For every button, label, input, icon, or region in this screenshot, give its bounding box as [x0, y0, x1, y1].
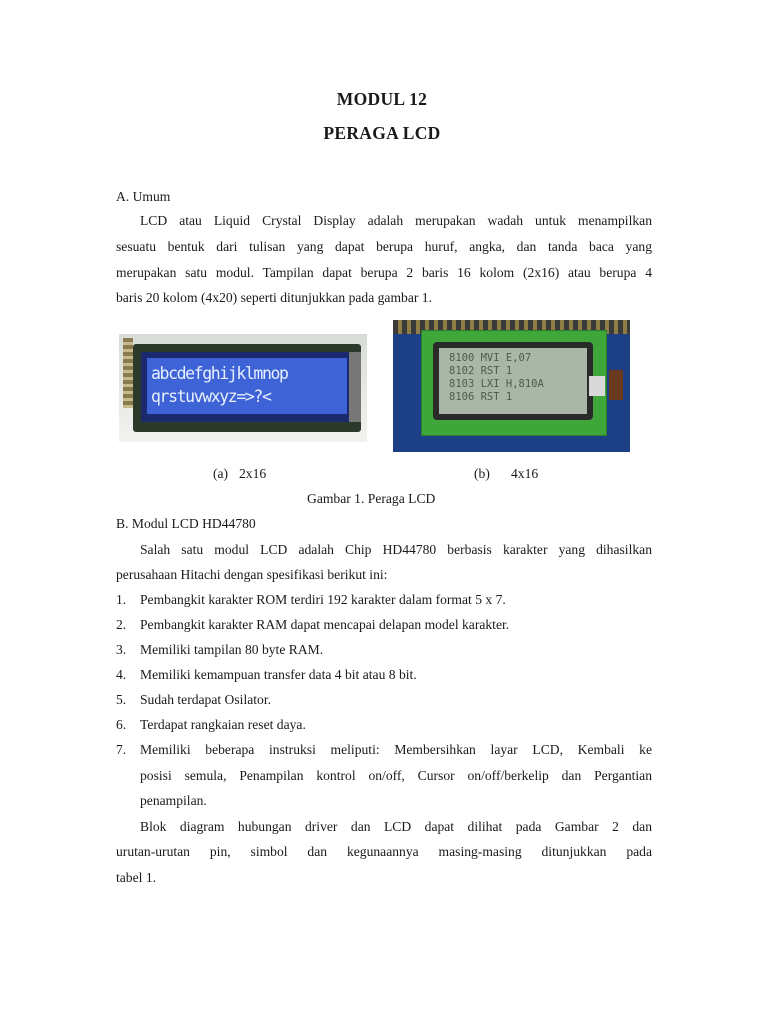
list-number-3: 3. [116, 642, 127, 657]
list-item-4: Memiliki kemampuan transfer data 4 bit atau 8 bit. [140, 667, 417, 682]
lcd-2x16-row-1: abcdefghijklmnop [151, 364, 288, 383]
module-subtitle: PERAGA LCD [323, 123, 441, 143]
list-number-5: 5. [116, 692, 127, 707]
list-item-7-line-1: Memiliki beberapa instruksi meliputi: Membersihkan layar LCD, Kembali ke [140, 742, 652, 757]
lcd-4x16-row-2: 8102 RST 1 [449, 365, 513, 377]
list-item-5: Sudah terdapat Osilator. [140, 692, 271, 707]
list-number-4: 4. [116, 667, 127, 682]
list-number-6: 6. [116, 717, 127, 732]
module-title: MODUL 12 [336, 89, 428, 109]
section-a-line-4: baris 20 kolom (4x20) seperti ditunjukkan pada gambar 1. [116, 290, 432, 305]
lcd-4x16-row-4: 8106 RST 1 [449, 391, 513, 403]
section-b-intro-2: perusahaan Hitachi dengan spesifikasi berikut ini: [116, 567, 388, 582]
list-item-3: Memiliki tampilan 80 byte RAM. [140, 642, 324, 657]
section-a-heading: A. Umum [116, 189, 171, 204]
lcd-4x16-row-1: 8100 MVI E,07 [449, 352, 532, 364]
section-b-heading: B. Modul LCD HD44780 [116, 516, 256, 531]
lcd-2x16-photo [119, 334, 367, 442]
list-item-6: Terdapat rangkaian reset daya. [140, 717, 306, 732]
list-number-2: 2. [116, 617, 127, 632]
figure-caption: Gambar 1. Peraga LCD [307, 491, 436, 506]
caption-a-letter: (a) [213, 466, 229, 481]
lcd-4x16-row-3: 8103 LXI H,810A [449, 378, 544, 390]
closing-line-3: tabel 1. [116, 870, 157, 885]
caption-b-letter: (b) [474, 466, 490, 481]
list-item-1: Pembangkit karakter ROM terdiri 192 karakter dalam format 5 x 7. [140, 592, 506, 607]
section-b-intro-1: Salah satu modul LCD adalah Chip HD44780 berbasis karakter yang dihasilkan [140, 542, 652, 557]
list-item-7-line-2: posisi semula, Penampilan kontrol on/off, Cursor on/off/berkelip dan Pergantian [140, 768, 652, 783]
section-a-line-1: LCD atau Liquid Crystal Display adalah merupakan wadah untuk menampilkan [140, 213, 652, 228]
caption-a-text: 2x16 [239, 466, 267, 481]
section-a-line-3: merupakan satu modul. Tampilan dapat berupa 2 baris 16 kolom (2x16) atau berupa 4 [116, 265, 652, 280]
list-item-2: Pembangkit karakter RAM dapat mencapai delapan model karakter. [140, 617, 510, 632]
lcd-2x16-row-2: qrstuvwxyz=>?< [151, 387, 271, 406]
caption-b-text: 4x16 [511, 466, 539, 481]
lcd-4x16-photo [393, 320, 630, 452]
list-number-7: 7. [116, 742, 127, 757]
section-a-line-2: sesuatu bentuk dari tulisan yang dapat berupa huruf, angka, dan tanda baca yang [116, 239, 652, 254]
closing-line-1: Blok diagram hubungan driver dan LCD dapat dilihat pada Gambar 2 dan [140, 819, 652, 834]
list-number-1: 1. [116, 592, 127, 607]
list-item-7-line-3: penampilan. [140, 793, 207, 808]
closing-line-2: urutan-urutan pin, simbol dan kegunaannya masing-masing ditunjukkan pada [116, 844, 652, 859]
